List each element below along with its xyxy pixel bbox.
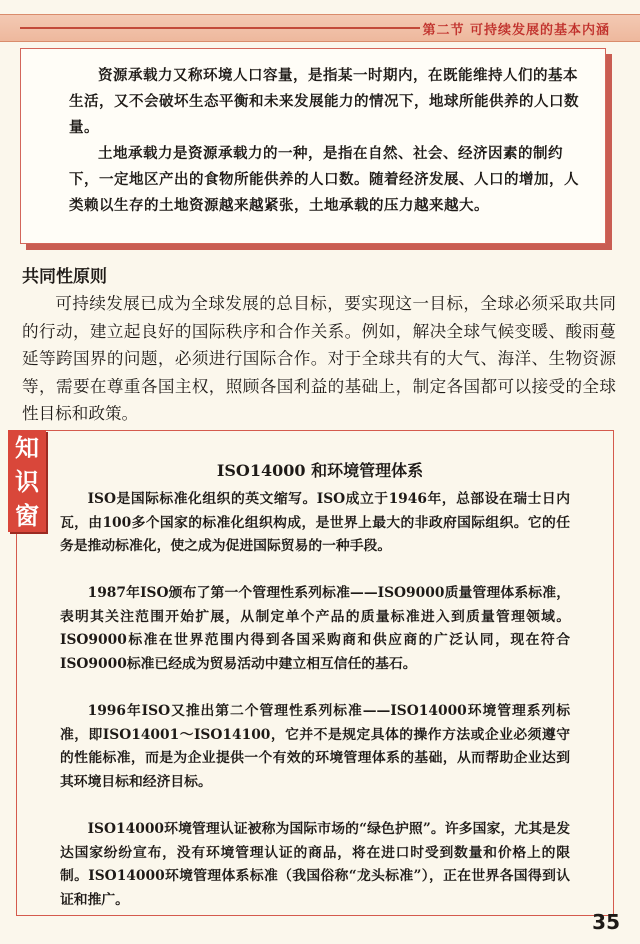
knowledge-paragraph-iso: ISO是国际标准化组织的英文缩写。ISO成立于1946年，总部设在瑞士日内瓦，由100多个国家的标准化组织构成，是世界上最大的非政府国际组织。它的任务是推动标准化，使之成为促进国际贸易的一种手段。 [60, 491, 570, 554]
section-body-text: 可持续发展已成为全球发展的总目标，要实现这一目标，全球必须采取共同的行动，建立起良好的国际秩序和合作关系。例如，解决全球气候变暖、酸雨蔓延等跨国界的问题，必须进行国际合作。对于全球共有的大气、海洋、生物资源等，需要在尊重各国主权，照顾各国利益的基础上，制定各国都可以接受的全球性目标和政策。 [22, 294, 616, 423]
knowledge-paragraph-iso9000: 1987年ISO颁布了第一个管理性系列标准——ISO9000质量管理体系标准，表明其关注范围开始扩展，从制定单个产品的质量标准进入到质量管理领域。ISO9000标准在世界范围内得到各国采购商和供应商的广泛认同，现在符合ISO9000标准已经成为贸易活动中建立相互信任的基石。 [60, 585, 570, 672]
chapter-section-title: 第二节 可持续发展的基本内涵 [422, 23, 610, 38]
knowledge-paragraph-iso14000: 1996年ISO又推出第二个管理性系列标准——ISO14000环境管理系列标准，即ISO14001～ISO14100，它并不是规定具体的操作方法或企业必须遵守的性能标准，而是为企业提供一个有效的环境管理体系的基础，从而帮助企业达到其环境目标和经济目标。 [60, 703, 570, 790]
definition-paragraph-carrying-capacity: 资源承载力又称环境人口容量，是指某一时期内，在既能维持人们的基本生活，又不会破坏生态平衡和未来发展能力的情况下，地球所能供养的人口数量。 [69, 67, 579, 136]
tab-char: 窗 [15, 502, 39, 530]
page-number: 35 [592, 910, 620, 934]
definition-box [20, 48, 606, 244]
knowledge-window-tab [8, 430, 46, 532]
knowledge-window-title: ISO14000 和环境管理体系 [216, 461, 424, 480]
tab-char: 知 [15, 434, 39, 462]
chapter-header-bar [0, 14, 640, 42]
section-heading: 共同性原则 [22, 267, 107, 287]
knowledge-paragraph-green-passport: ISO14000环境管理认证被称为国际市场的“绿色护照”。许多国家，尤其是发达国家纷纷宣布，没有环境管理认证的商品，将在进口时受到数量和价格上的限制。ISO14000环境管理体系标准（我国俗称“龙头标准”），正在世界各国得到认证和推广。 [60, 821, 570, 908]
definition-paragraph-land-capacity: 土地承载力是资源承载力的一种，是指在自然、社会、经济因素的制约下，一定地区产出的食物所能供养的人口数。随着经济发展、人口的增加，人类赖以生存的土地资源越来越紧张，土地承载的压力越来越大。 [69, 145, 579, 214]
header-rule [20, 27, 420, 29]
tab-char: 识 [15, 468, 39, 496]
